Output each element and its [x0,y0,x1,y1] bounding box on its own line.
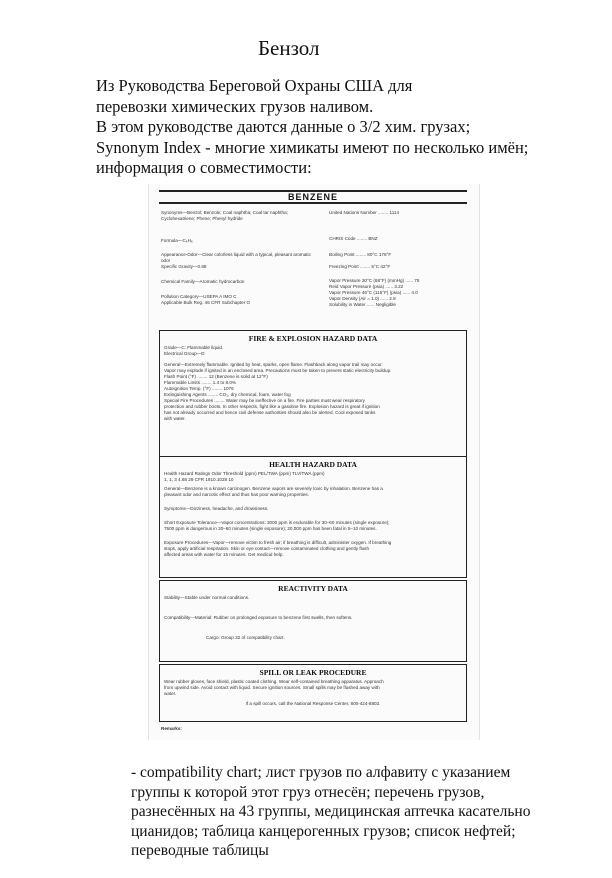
spill-body [160,679,466,707]
sheet-right-column [329,210,469,308]
intro-line: В этом руководстве даются данные о 3/2 хим. грузах; [96,117,471,136]
health-hazard-body [160,471,466,558]
bulk-reg-text: Applicable Bulk Reg. 46 CFR Subchapter O [161,300,251,305]
spill-box [159,664,467,722]
intro-line: перевозки химических грузов наливом. [96,96,374,116]
solubility-text: Solubility in Water ...... Negligible [329,302,396,307]
reid-vapor-text: Reid Vapor Pressure (psia) ...... 3.22 [329,284,404,289]
spill-line: If a spill occurs, call the National Response Center, 800-424-8802. [245,701,381,706]
sheet-header: BENZENE [159,190,467,204]
reactivity-line: Cargo: Group 32 of compatibility chart. [206,635,285,640]
outro-line: переводные таблицы [131,842,269,859]
chemical-family-text: Chemical Family—Aromatic hydrocarbon [161,279,245,284]
health-line: Exposure Procedures—Vapor—remove victim to fresh air; if breathing is difficult, administer oxygen. If breathing [164,540,392,545]
fire-line: Autoignition Temp. (°F) ........ 1076 [164,386,234,391]
reactivity-line: Compatibility—Material: Rubber on prolonged exposure to benzene first swells, then softens. [164,615,353,620]
intro-line: Synonym Index - многие химикаты имеют по несколько имён; [96,137,529,157]
health-line: General—Benzene is a known carcinogen. Benzene vapors are severely toxic by inhalation. Benzene has a [164,486,383,491]
fire-hazard-box [159,330,467,464]
outro-line: - compatibility chart; лист грузов по алфавиту с указанием [131,764,511,781]
remarks-label: Remarks: [161,726,182,731]
page-title: Бензол [258,36,320,60]
fire-line: Electrical Group—D [164,351,205,356]
outro-text [131,763,609,861]
chris-code-text: CHRIS Code ........ BNZ [329,236,378,241]
synonyms-text: Synonyms—Benzol; Benzole; Coal naphtha; Coal tar naphtha; Cyclohexatriene; Phene; Phenyl hydride [161,210,288,221]
fire-hazard-title: FIRE & EXPLOSION HAZARD DATA [248,334,378,343]
health-line: pleasant odor and narcotic effect and thus has poor warning properties. [164,492,309,497]
scanned-data-sheet [148,184,480,740]
boiling-point-text: Boiling Point ........ 80°C 176°F [329,252,392,257]
vapor-density-text: Vapor Density (Air = 1.0) ...... 2.8 [329,296,396,301]
reactivity-box [159,580,467,662]
health-line: affected areas with water for 15 minutes. Get medical help. [164,552,284,557]
fire-line: with water. [164,416,186,421]
health-line: 7500 ppm is dangerous in 30–60 minutes (single exposure); 20,000 ppm has been fatal in 5–10 minutes. [164,526,377,531]
reactivity-line: Stability—Stable under normal conditions. [164,595,250,600]
appearance-text: Appearance-Odor—Clear colorless liquid with a typical, pleasant aromatic odor [161,252,311,263]
fire-hazard-body [160,345,466,422]
specific-gravity-text: Specific Gravity—0.88 [161,264,207,269]
health-line: Short Exposure Tolerance—Vapor concentrations: 3000 ppm is endurable for 30–60 minutes (single exposure); [164,520,390,525]
fire-line: Grade—C: Flammable liquid. [164,345,224,350]
freezing-point-text: Freezing Point ........ 5°C 42°F [329,264,391,269]
fire-line: General—Extremely flammable. Ignited by heat, sparks, open flame. Flashback along vapor trail may occur. [164,362,383,367]
reactivity-body [160,595,466,641]
spill-title: SPILL OR LEAK PROCEDURE [259,668,367,677]
health-line: stops, apply artificial respiration. Skin or eye contact—remove contaminated clothing and gently flush [164,546,370,551]
reactivity-title: REACTIVITY DATA [278,584,348,593]
health-line: 1, 1, 3 4.68 29 CFR 1910.1028 10 [164,477,234,482]
fire-line: Vapor may explode if ignited in an enclosed area. Precautions must be taken to prevent static electricity buildup. [164,368,392,373]
fire-line: Flash Point (°F) ........ 12 (Benzene is solid at 12°F) [164,374,268,379]
fire-line: Special Fire Procedures ........ Water may be ineffective on a fire. Fire parties must wear respiratory [164,398,365,403]
health-line: Symptoms—Dizziness, headache, and drowsiness. [164,506,269,511]
spill-line: water. [164,691,177,696]
spill-line: Wear rubber gloves, face shield, plastic coated clothing. Wear self-contained breathing apparatus. Approach [164,679,384,684]
health-line: Health Hazard Ratings Odor Threshold (ppm) PEL/TWA (ppm) TLV/TWA (ppm) [164,471,325,476]
fire-line: Flammable Limits ........ 1.4 to 8.0% [164,380,236,385]
sheet-left-column [161,210,311,306]
fire-line: has not already occurred and hence civil defense authorities should also be alerted. Cool exposed tanks [164,410,376,415]
formula-text: Formula—C₆H₆ [161,238,193,243]
vapor-pressure-46-text: Vapor Pressure 46°C (115°F) (psia) ...... 4.0 [329,290,418,295]
pollution-category-text: Pollution Category—USEPA A IMO C [161,294,237,299]
spill-line: from upwind side. Avoid contact with liquid. Secure ignition sources. Small spills may be flushed away with [164,685,380,690]
vapor-pressure-text: Vapor Pressure 20°C (68°F) (mmHg) ...... 75 [329,278,420,283]
intro-text [96,76,596,179]
intro-line: Из Руководства Береговой Охраны США для [96,76,413,95]
intro-line: информация о совместимости: [96,158,312,177]
health-hazard-title: HEALTH HAZARD DATA [269,460,357,469]
outro-line: цианидов; таблица канцерогенных грузов; список нефтей; [131,822,516,840]
outro-line: разнесённых на 43 группы, медицинская аптечка касательно [131,803,531,820]
un-number-text: United Nations Number ........ 1114 [329,210,400,215]
fire-line: Extinguishing Agents ........ CO₂, dry chemical, foam, water fog [164,392,291,397]
outro-line: группы к которой этот груз отнесён; перечень грузов, [131,783,485,801]
fire-line: protection and rubber boots. In other respects, fight like a gasoline fire. Explosion hazard is great if ignition [164,404,380,409]
health-hazard-box [159,456,467,578]
